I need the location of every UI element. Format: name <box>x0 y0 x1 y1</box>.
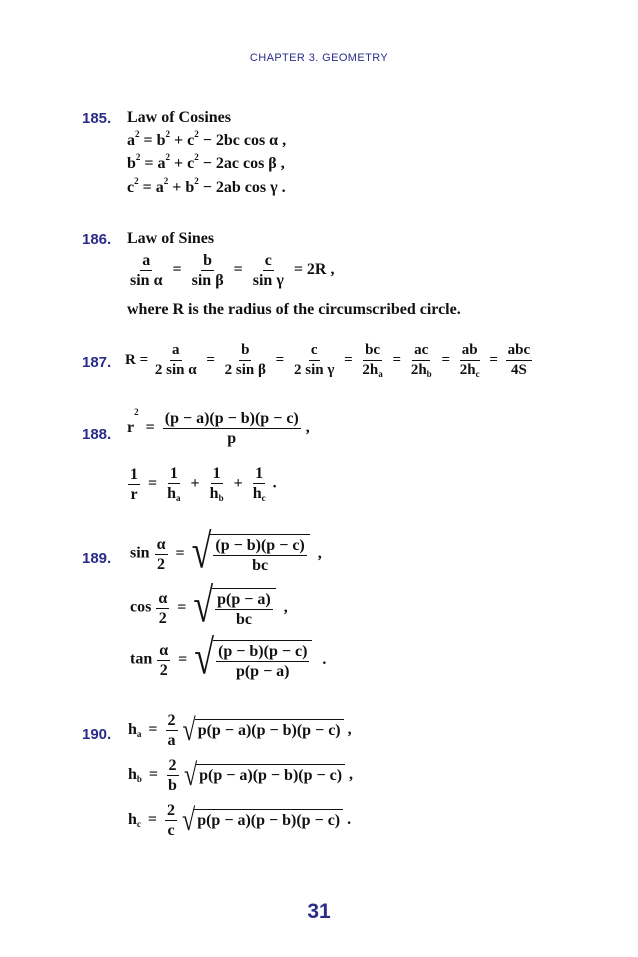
denominator: b <box>168 777 177 794</box>
square-root <box>182 803 343 838</box>
equals-sign: = <box>233 261 243 279</box>
equals-sign: = <box>177 598 187 616</box>
term: + c <box>174 132 195 149</box>
radical-sign: √ <box>193 578 214 633</box>
exponent: 2 <box>194 129 199 139</box>
term: a <box>127 132 135 149</box>
page-number: 31 <box>307 900 331 923</box>
numerator: a <box>142 252 151 269</box>
denominator: bc <box>252 557 269 574</box>
radicand: p(p − a)(p − b)(p − c) <box>194 809 343 833</box>
numerator: α <box>158 589 168 607</box>
numerator: c <box>264 252 272 269</box>
formula-number-188: 188. <box>82 426 112 443</box>
term: h <box>128 766 137 784</box>
fraction <box>223 342 268 379</box>
fraction <box>128 252 165 289</box>
subscript: a <box>176 493 181 503</box>
altitude-a-equation <box>128 712 352 749</box>
numerator: a <box>170 342 182 361</box>
denominator: p(p − a) <box>235 663 290 680</box>
term: h <box>252 485 262 502</box>
term: 2h <box>459 362 476 378</box>
equals-sign: = <box>178 650 188 668</box>
numerator: 2 <box>168 757 177 774</box>
subscript: b <box>136 774 142 785</box>
denominator: sin γ <box>252 272 284 289</box>
exponent: 2 <box>165 152 171 162</box>
plus-sign: + <box>190 474 200 492</box>
numerator: bc <box>363 342 382 361</box>
denominator: 2 sin β <box>224 362 266 378</box>
term: b <box>127 155 136 172</box>
denominator: 2 sin α <box>154 362 197 378</box>
numerator: (p − b)(p − c) <box>215 537 305 554</box>
equals-sign: = <box>148 721 158 739</box>
fraction <box>163 410 301 447</box>
exponent: 2 <box>165 129 171 139</box>
square-root <box>191 524 310 579</box>
numerator: 1 <box>130 465 138 483</box>
equals-sign: = <box>275 351 285 368</box>
equals-sign: = <box>489 351 498 368</box>
fraction <box>213 537 306 574</box>
radicand <box>210 534 309 574</box>
fraction <box>153 342 199 379</box>
formula-number-190: 190. <box>82 726 112 743</box>
denominator: 2 <box>158 609 167 627</box>
comma: , <box>317 544 322 562</box>
exponent: 2 <box>194 176 199 186</box>
formula-title-186: Law of Sines <box>127 230 215 247</box>
fraction <box>506 342 533 379</box>
term: r <box>127 419 135 437</box>
comma: , <box>305 419 310 437</box>
numerator: abc <box>506 342 533 361</box>
denominator: sin α <box>130 272 163 289</box>
radical-sign: √ <box>191 524 212 579</box>
subscript: c <box>261 493 266 503</box>
fraction <box>128 466 140 503</box>
term: + b <box>172 179 195 196</box>
fraction <box>251 465 268 503</box>
radicand: p(p − a)(p − b)(p − c) <box>195 719 344 743</box>
formula-number-185: 185. <box>82 110 112 127</box>
fraction <box>251 252 286 289</box>
numerator: ac <box>412 342 430 361</box>
equals-sign: = <box>344 351 353 368</box>
equals-sign: = <box>441 351 450 368</box>
radical-sign: √ <box>183 758 198 793</box>
fraction <box>409 342 434 379</box>
period: . <box>347 811 352 829</box>
equals-sign: = <box>392 351 402 368</box>
subscript: a <box>378 369 383 379</box>
altitude-c-equation <box>128 802 351 839</box>
half-angle-sine <box>130 524 322 579</box>
denominator <box>251 484 268 503</box>
numerator: α <box>156 535 166 553</box>
numerator: ab <box>460 342 480 361</box>
term: h <box>128 811 137 829</box>
radicand <box>212 588 276 628</box>
exponent: 2 <box>163 176 169 186</box>
fraction <box>166 757 179 794</box>
formula-number-186: 186. <box>82 231 112 248</box>
half-angle-tangent <box>130 630 327 685</box>
numerator: (p − a)(p − b)(p − c) <box>164 410 299 427</box>
function-name: tan <box>130 650 153 668</box>
exponent: 2 <box>135 152 141 162</box>
equals-sign: = <box>172 261 182 279</box>
square-root <box>194 630 312 685</box>
subscript: b <box>218 493 224 503</box>
lhs: R = <box>125 351 149 368</box>
fraction <box>360 342 384 379</box>
period: . <box>322 650 327 668</box>
denominator: 2 <box>157 555 166 573</box>
term: 2h <box>362 362 379 378</box>
half-angle-cosine <box>130 578 288 633</box>
term: − 2ac cos β , <box>202 155 285 172</box>
term: = b <box>143 132 166 149</box>
term: − 2ab cos γ . <box>202 179 286 196</box>
law-of-cosines-line-2 <box>127 152 285 173</box>
fraction <box>458 342 482 379</box>
comma: , <box>283 598 288 616</box>
radical-sign: √ <box>182 713 196 748</box>
law-of-sines-equation <box>127 252 337 289</box>
fraction <box>165 465 182 503</box>
altitude-b-equation <box>128 757 353 794</box>
fraction <box>292 342 336 379</box>
numerator: 1 <box>212 465 221 482</box>
subscript: b <box>426 369 432 379</box>
subscript: c <box>475 369 480 379</box>
numerator: α <box>159 641 169 659</box>
equals-sign: = <box>175 544 185 562</box>
denominator: bc <box>235 611 252 628</box>
radical-sign: √ <box>194 630 215 685</box>
denominator: c <box>167 822 175 839</box>
inradius-reciprocal-equation <box>127 465 277 503</box>
numerator: 2 <box>167 712 176 729</box>
denominator: p <box>227 430 237 447</box>
term: = a <box>142 179 164 196</box>
denominator: 4S <box>510 362 527 378</box>
fraction <box>166 712 178 749</box>
denominator <box>409 361 434 379</box>
equals-sign: = <box>147 811 158 829</box>
comma: , <box>347 721 352 739</box>
term: + c <box>174 155 195 172</box>
term: 2h <box>410 362 427 378</box>
square-root <box>193 578 275 633</box>
denominator <box>165 484 182 503</box>
fraction <box>190 252 226 289</box>
law-of-cosines-line-3 <box>127 176 286 197</box>
subscript: c <box>136 819 141 830</box>
fraction <box>155 536 168 573</box>
equals-sign: = <box>148 766 159 784</box>
exponent: 2 <box>135 129 140 139</box>
numerator: b <box>239 342 251 361</box>
term: = a <box>144 155 166 172</box>
fraction <box>165 802 177 839</box>
numerator: 1 <box>169 465 178 482</box>
square-root <box>183 758 345 793</box>
exponent: 2 <box>134 407 139 417</box>
fraction <box>157 642 170 679</box>
period: . <box>272 474 277 492</box>
result: = 2R , <box>293 261 335 279</box>
equals-sign: = <box>206 351 215 368</box>
fraction <box>208 465 226 503</box>
radical-sign: √ <box>182 803 196 838</box>
function-name: cos <box>130 598 152 616</box>
numerator: 1 <box>255 465 264 482</box>
equals-sign: = <box>148 474 158 492</box>
function-name: sin <box>130 544 150 562</box>
term: − 2bc cos α , <box>202 132 287 149</box>
chapter-header: CHAPTER 3. GEOMETRY <box>249 52 389 64</box>
term: h <box>167 485 177 502</box>
denominator <box>208 484 226 503</box>
numerator: 2 <box>167 802 176 819</box>
comma: , <box>349 766 354 784</box>
numerator: c <box>309 342 320 361</box>
denominator <box>458 361 482 379</box>
denominator: r <box>130 485 138 503</box>
inradius-squared-equation <box>127 407 310 447</box>
radicand <box>213 640 312 680</box>
formula-number-189: 189. <box>82 550 112 567</box>
fraction <box>156 590 169 627</box>
exponent: 2 <box>134 176 139 186</box>
term: c <box>127 179 135 196</box>
numerator: b <box>203 252 213 269</box>
formula-number-187: 187. <box>82 354 112 371</box>
circumradius-equation <box>125 342 533 379</box>
formula-title-185: Law of Cosines <box>127 109 232 126</box>
denominator <box>360 361 384 379</box>
subscript: a <box>136 729 142 740</box>
plus-sign: + <box>233 474 243 492</box>
equals-sign: = <box>145 419 155 437</box>
numerator: p(p − a) <box>217 591 271 608</box>
fraction <box>216 643 309 680</box>
denominator: 2 sin γ <box>293 362 335 378</box>
denominator: 2 <box>159 661 168 679</box>
term: h <box>128 721 137 739</box>
law-of-cosines-line-1 <box>127 129 287 150</box>
denominator: sin β <box>191 272 224 289</box>
fraction <box>215 591 273 628</box>
square-root <box>182 713 344 748</box>
radicand: p(p − a)(p − b)(p − c) <box>196 764 345 788</box>
law-of-sines-note: where R is the radius of the circumscribed circle. <box>127 301 461 318</box>
term: h <box>209 485 219 502</box>
denominator: a <box>167 732 176 749</box>
exponent: 2 <box>194 152 199 162</box>
numerator: (p − b)(p − c) <box>218 643 308 660</box>
